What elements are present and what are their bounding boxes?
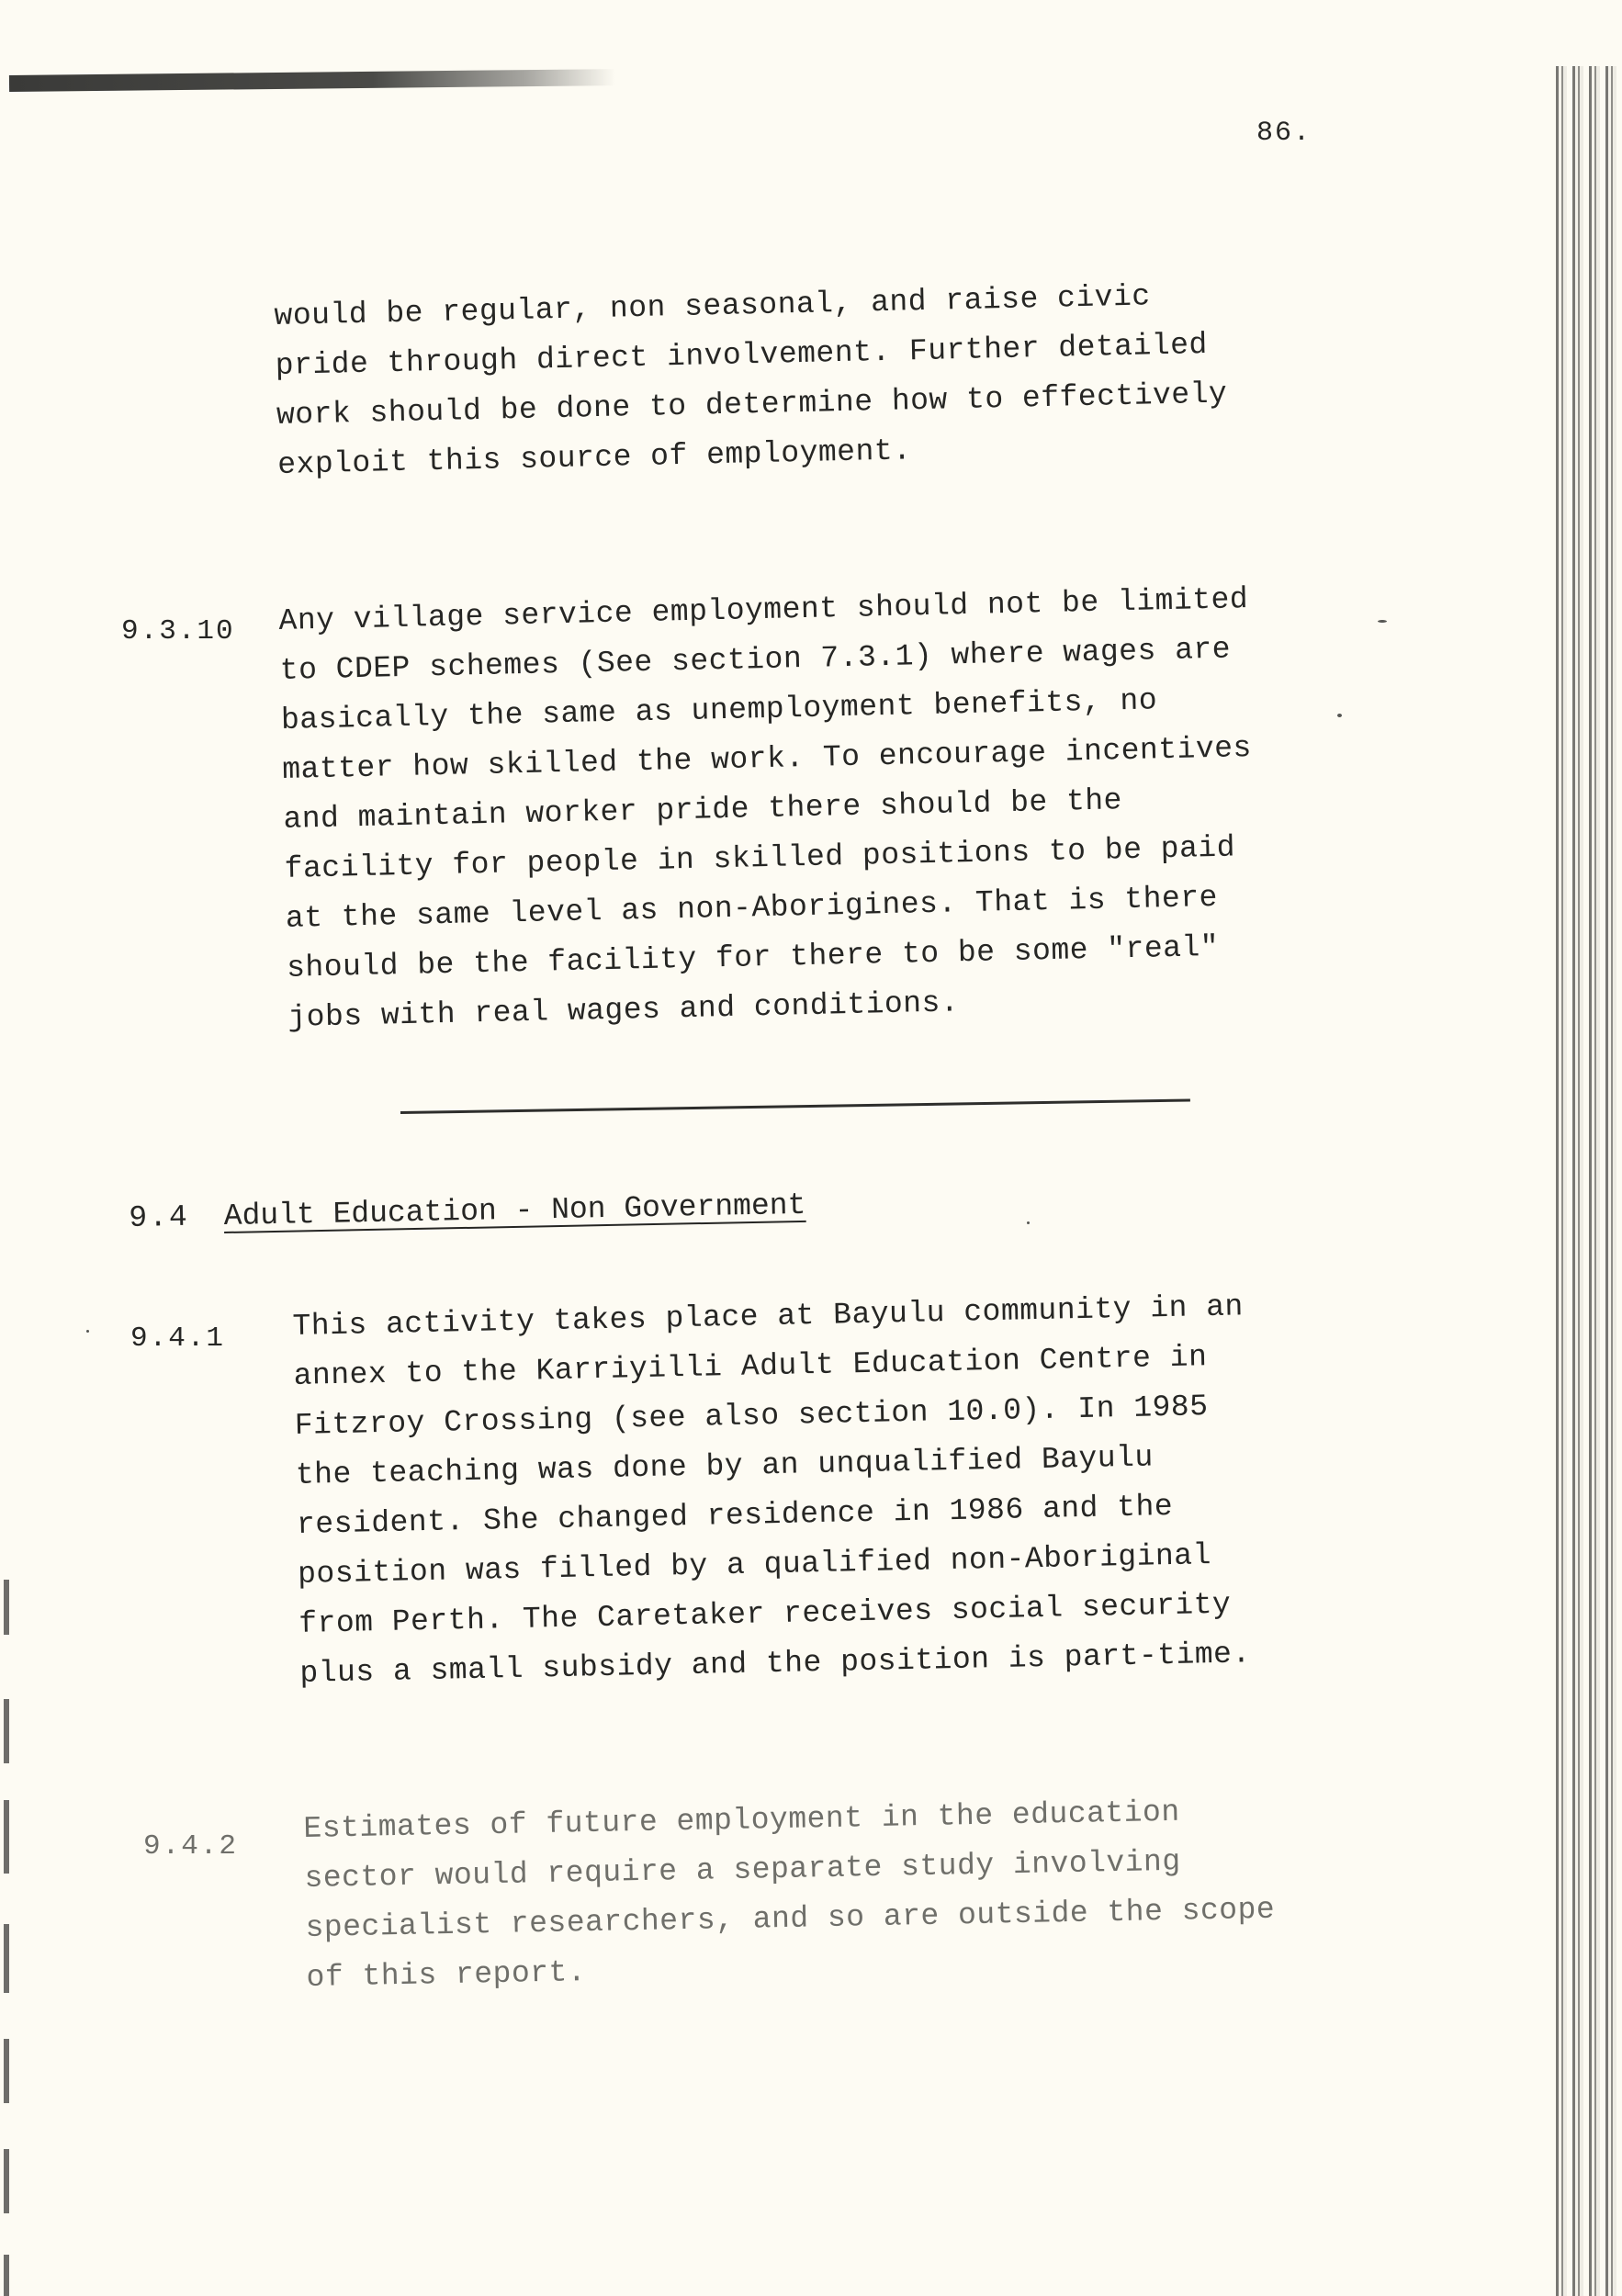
text-line: basically the same as unemployment benefits, no bbox=[280, 683, 1158, 737]
text-line: Any village service employment should not be limited bbox=[278, 582, 1249, 638]
text-line: would be regular, non seasonal, and raise civic bbox=[274, 279, 1152, 333]
paragraph-number: 9.4.1 bbox=[130, 1322, 226, 1355]
scan-speck bbox=[1378, 620, 1387, 623]
text-line: plus a small subsidy and the position is part-time. bbox=[299, 1637, 1252, 1691]
paragraph-number: 9.3.10 bbox=[121, 615, 235, 647]
text-line: jobs with real wages and conditions. bbox=[287, 985, 960, 1035]
text-line: at the same level as non-Aborigines. That is there bbox=[285, 880, 1219, 936]
text-line: matter how skilled the work. To encourage incentives bbox=[281, 731, 1253, 787]
text-line: sector would require a separate study involving bbox=[304, 1844, 1181, 1896]
text-line: annex to the Karriyilli Adult Education Centre in bbox=[293, 1340, 1208, 1393]
text-line: from Perth. The Caretaker receives social security bbox=[298, 1587, 1232, 1641]
text-line: Fitzroy Crossing (see also section 10.0). In 1985 bbox=[294, 1390, 1209, 1443]
page-number: 86. bbox=[1256, 118, 1312, 149]
scan-binding-edge bbox=[1550, 66, 1622, 2296]
scan-speck bbox=[1337, 714, 1342, 717]
scan-speck bbox=[1027, 1221, 1030, 1224]
text-line: facility for people in skilled positions to be paid bbox=[284, 830, 1236, 886]
scan-punch-marks bbox=[4, 1580, 13, 2296]
paragraph-9-4-1 bbox=[292, 1282, 1251, 1699]
paragraph-number: 9.4.2 bbox=[143, 1830, 239, 1863]
paragraph-9-4-2 bbox=[303, 1786, 1277, 2003]
scan-speck bbox=[86, 1330, 89, 1333]
text-line: resident. She changed residence in 1986 and the bbox=[296, 1489, 1174, 1542]
text-line: specialist researchers, and so are outside the scope bbox=[305, 1892, 1276, 1945]
text-line: of this report. bbox=[306, 1955, 587, 1995]
text-line: exploit this source of employment. bbox=[276, 433, 912, 482]
text-line: position was filled by a qualified non-Aboriginal bbox=[297, 1538, 1212, 1592]
text-line: to CDEP schemes (See section 7.3.1) where wages are bbox=[279, 632, 1232, 688]
text-line: work should be done to determine how to effectively bbox=[276, 377, 1228, 433]
section-heading bbox=[129, 1188, 806, 1235]
paragraph-9-3-10 bbox=[278, 575, 1258, 1043]
section-heading-title: Adult Education - Non Government bbox=[223, 1187, 806, 1234]
text-line: Estimates of future employment in the education bbox=[303, 1795, 1180, 1846]
text-line: pride through direct involvement. Further detailed bbox=[275, 327, 1209, 383]
text-line: the teaching was done by an unqualified Bayulu bbox=[295, 1440, 1155, 1492]
section-heading-number: 9.4 bbox=[129, 1199, 190, 1235]
paragraph-continuation bbox=[274, 271, 1229, 490]
text-line: and maintain worker pride there should be the bbox=[283, 783, 1123, 837]
text-line: This activity takes place at Bayulu community in an bbox=[292, 1289, 1245, 1344]
scan-edge-shadow bbox=[9, 69, 615, 92]
section-divider bbox=[400, 1098, 1190, 1114]
text-line: should be the facility for there to be some "real" bbox=[286, 929, 1220, 985]
